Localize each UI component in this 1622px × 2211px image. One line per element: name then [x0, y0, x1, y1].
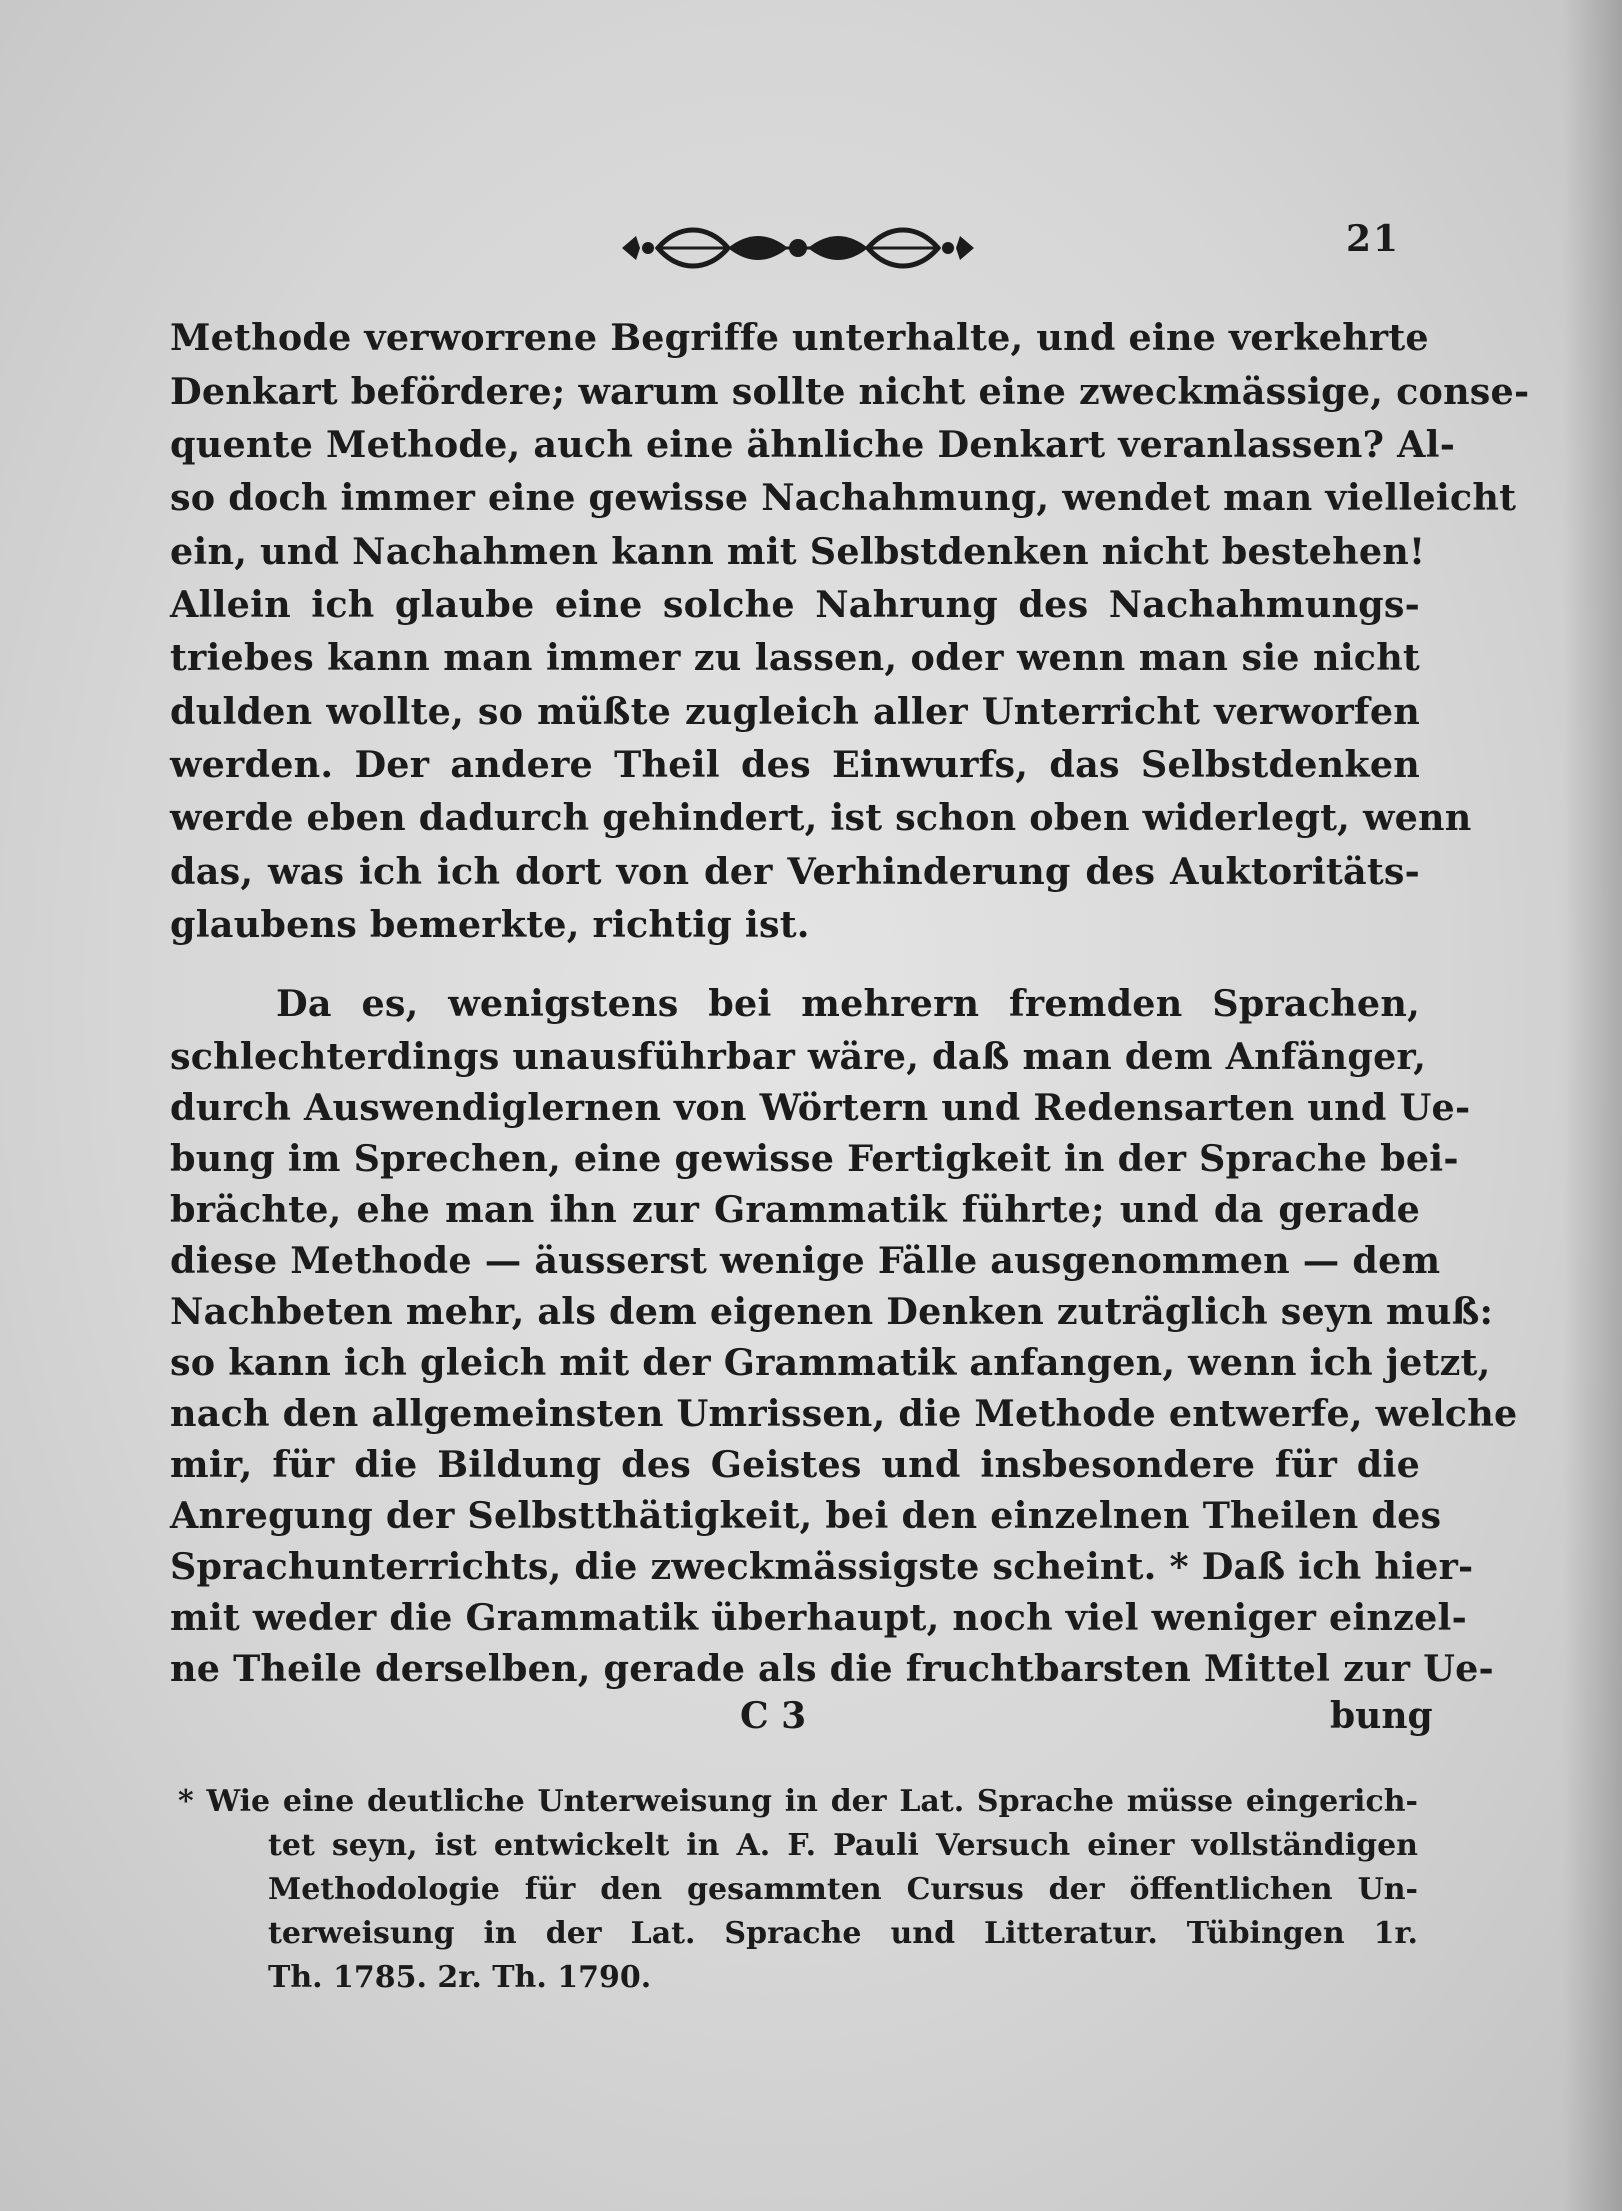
- body-line: diese Methode — äusserst wenige Fälle ausgenommen — dem: [170, 1239, 1441, 1282]
- body-line: mir, für die Bildung des Geistes und insbesondere für die: [170, 1443, 1420, 1486]
- body-line: so kann ich gleich mit der Grammatik anfangen, wenn ich jetzt,: [170, 1341, 1491, 1384]
- gutter-shadow: [1562, 0, 1622, 2211]
- footnote-line: Th. 1785. 2r. Th. 1790.: [268, 1960, 652, 1995]
- body-line: werden. Der andere Theil des Einwurfs, das Selbstdenken: [170, 743, 1420, 786]
- body-line: das, was ich ich dort von der Verhinderung des Auktoritäts-: [170, 850, 1420, 893]
- body-line: werde eben dadurch gehindert, ist schon oben widerlegt, wenn: [170, 796, 1472, 839]
- footnote-line: Methodologie für den gesammten Cursus der öffentlichen Un-: [268, 1872, 1418, 1907]
- footnote-line: tet seyn, ist entwickelt in A. F. Pauli Versuch einer vollständigen: [268, 1828, 1418, 1863]
- body-line: bung im Sprechen, eine gewisse Fertigkeit in der Sprache bei-: [170, 1137, 1459, 1180]
- body-line: quente Methode, auch eine ähnliche Denkart veranlassen? Al-: [170, 423, 1456, 466]
- body-line: Anregung der Selbstthätigkeit, bei den einzelnen Theilen des: [170, 1494, 1442, 1537]
- body-line: Sprachunterrichts, die zweckmässigste scheint. * Daß ich hier-: [170, 1545, 1474, 1588]
- body-line: so doch immer eine gewisse Nachahmung, wendet man vielleicht: [170, 476, 1517, 519]
- body-line: dulden wollte, so müßte zugleich aller Unterricht verworfen: [170, 690, 1420, 733]
- body-line: ne Theile derselben, gerade als die fruchtbarsten Mittel zur Ue-: [170, 1647, 1494, 1690]
- catchword: bung: [1330, 1695, 1433, 1737]
- body-line: Nachbeten mehr, als dem eigenen Denken zuträglich seyn muß:: [170, 1290, 1494, 1333]
- body-line: triebes kann man immer zu lassen, oder wenn man sie nicht: [170, 636, 1420, 679]
- body-line: Allein ich glaube eine solche Nahrung des Nachahmungs-: [170, 583, 1420, 626]
- body-line: Da es, wenigstens bei mehrern fremden Sprachen,: [276, 982, 1420, 1025]
- page-number: 21: [1346, 218, 1401, 260]
- body-line: brächte, ehe man ihn zur Grammatik führte; und da gerade: [170, 1188, 1420, 1231]
- ornament-vignette-icon: [618, 214, 978, 282]
- footnote-line: terweisung in der Lat. Sprache und Litteratur. Tübingen 1r.: [268, 1916, 1418, 1951]
- body-line: Denkart befördere; warum sollte nicht eine zweckmässige, conse-: [170, 370, 1530, 413]
- signature-mark: C 3: [740, 1695, 807, 1737]
- body-line: schlechterdings unausführbar wäre, daß man dem Anfänger,: [170, 1035, 1427, 1078]
- body-line: Methode verworrene Begriffe unterhalte, und eine verkehrte: [170, 316, 1429, 359]
- body-line: durch Auswendiglernen von Wörtern und Redensarten und Ue-: [170, 1086, 1471, 1129]
- footnote-line: * Wie eine deutliche Unterweisung in der Lat. Sprache müsse eingerich-: [178, 1784, 1418, 1819]
- body-line: glaubens bemerkte, richtig ist.: [170, 903, 810, 946]
- body-line: nach den allgemeinsten Umrissen, die Methode entwerfe, welche: [170, 1392, 1518, 1435]
- body-line: mit weder die Grammatik überhaupt, noch viel weniger einzel-: [170, 1596, 1467, 1639]
- body-line: ein, und Nachahmen kann mit Selbstdenken nicht bestehen!: [170, 530, 1426, 573]
